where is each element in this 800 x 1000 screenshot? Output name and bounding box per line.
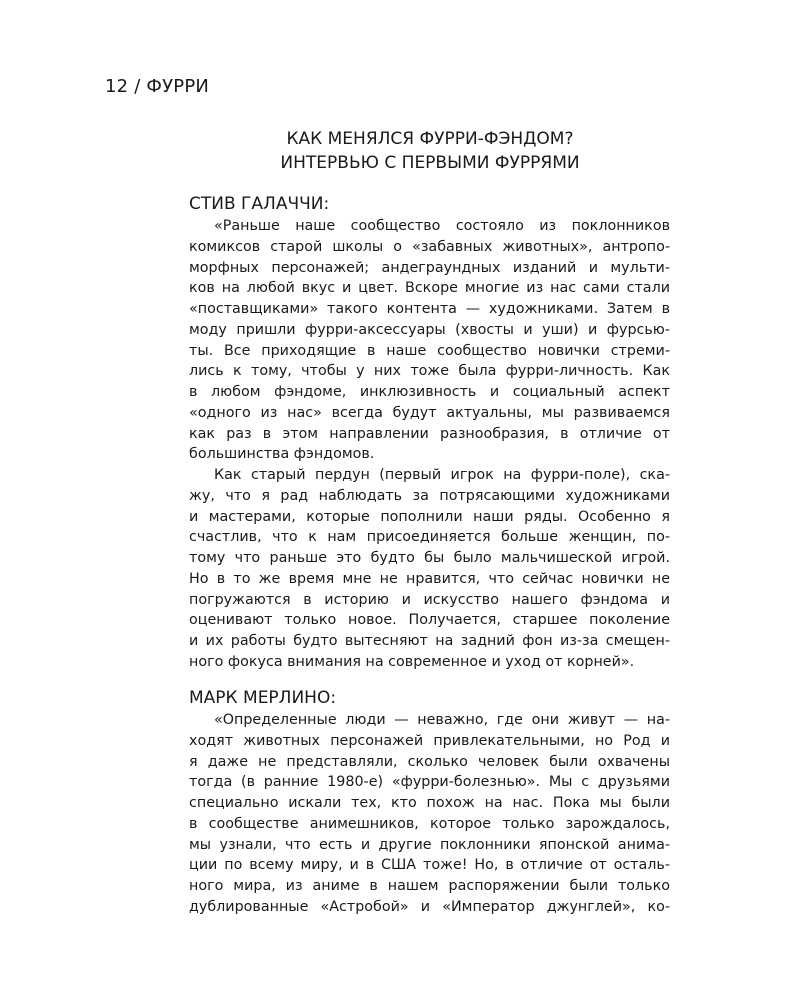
text-line: оценивают только новое. Получается, старшее поколение	[189, 612, 670, 629]
text-line: в любом фэндоме, инклюзивность и социальный аспект	[189, 384, 670, 400]
text-line: ного фокуса внимания на современное и уход от корней».	[189, 653, 635, 670]
speaker-name: СТИВ ГАЛАЧЧИ:	[189, 194, 330, 214]
speaker-name: МАРК МЕРЛИНО:	[189, 688, 337, 708]
text-line: тогда (в ранние 1980-е) «фурри-болезнью». Мы с друзьями	[189, 774, 670, 791]
text-line: «Раньше наше сообщество состояло из поклонников	[214, 218, 670, 234]
article-title	[190, 127, 670, 175]
text-line: мы узнали, что есть и другие поклонники японской анима-	[189, 836, 670, 853]
text-line: комиксов старой школы о «забавных животных», антропо-	[189, 238, 670, 255]
text-line: «одного из нас» всегда будут актуальны, мы развиваемся	[189, 404, 670, 421]
paragraph	[189, 216, 670, 465]
text-line: морфных персонажей; андеграундных изданий и мульти-	[189, 259, 670, 276]
text-line: специально искали тех, кто похож на нас. Пока мы были	[189, 795, 670, 811]
text-line: ты. Все приходящие в наше сообщество новички стреми-	[189, 342, 670, 359]
text-line: и их работы будто вытесняют на задний фон из-за смещен-	[189, 633, 670, 649]
text-line: и мастерами, которые пополнили наши ряды. Особенно я	[189, 508, 670, 525]
text-line: тому что раньше это будто бы было мальчишеской игрой.	[189, 550, 670, 566]
text-line: дублированные «Астробой» и «Император джунглей», ко-	[189, 898, 670, 915]
paragraph	[189, 465, 670, 673]
article-title-line-1: КАК МЕНЯЛСЯ ФУРРИ-ФЭНДОМ?	[286, 129, 574, 149]
text-line: Но в то же время мне не нравится, что сейчас новички не	[189, 570, 670, 587]
text-line: погружаются в историю и искусство нашего фэндома и	[189, 591, 670, 608]
text-line: как раз в этом направлении разнообразия, в отличие от	[189, 425, 670, 442]
text-line: ного мира, из аниме в нашем распоряжении были только	[189, 878, 670, 894]
text-line: счастлив, что к нам присоединяется больше женщин, по-	[189, 529, 670, 546]
text-line: лись к тому, чтобы у них тоже была фурри-личность. Как	[189, 363, 670, 380]
text-line: в сообществе анимешников, которое только зарождалось,	[189, 815, 670, 832]
paragraph	[189, 710, 670, 918]
running-header: 12 / ФУРРИ	[105, 76, 210, 97]
text-line: ков на любой вкус и цвет. Вскоре многие из нас сами стали	[189, 280, 670, 297]
article-title-line-2: ИНТЕРВЬЮ С ПЕРВЫМИ ФУРРЯМИ	[280, 153, 580, 173]
text-line: Как старый пердун (первый игрок на фурри-поле), ска-	[214, 467, 670, 483]
text-line: «Определенные люди — неважно, где они живут — на-	[214, 712, 670, 728]
text-line: «поставщиками» такого контента — художниками. Затем в	[189, 301, 670, 317]
text-line: я даже не представляли, сколько человек были охвачены	[189, 753, 670, 770]
text-line: жу, что я рад наблюдать за потрясающими художниками	[189, 487, 670, 504]
text-line: ходят животных персонажей привлекательными, но Род и	[189, 732, 670, 749]
text-line: моду пришли фурри-аксессуары (хвосты и уши) и фурсью-	[189, 321, 670, 338]
text-line: большинства фэндомов.	[189, 446, 375, 463]
text-line: ции по всему миру, и в США тоже! Но, в отличие от осталь-	[189, 857, 670, 874]
